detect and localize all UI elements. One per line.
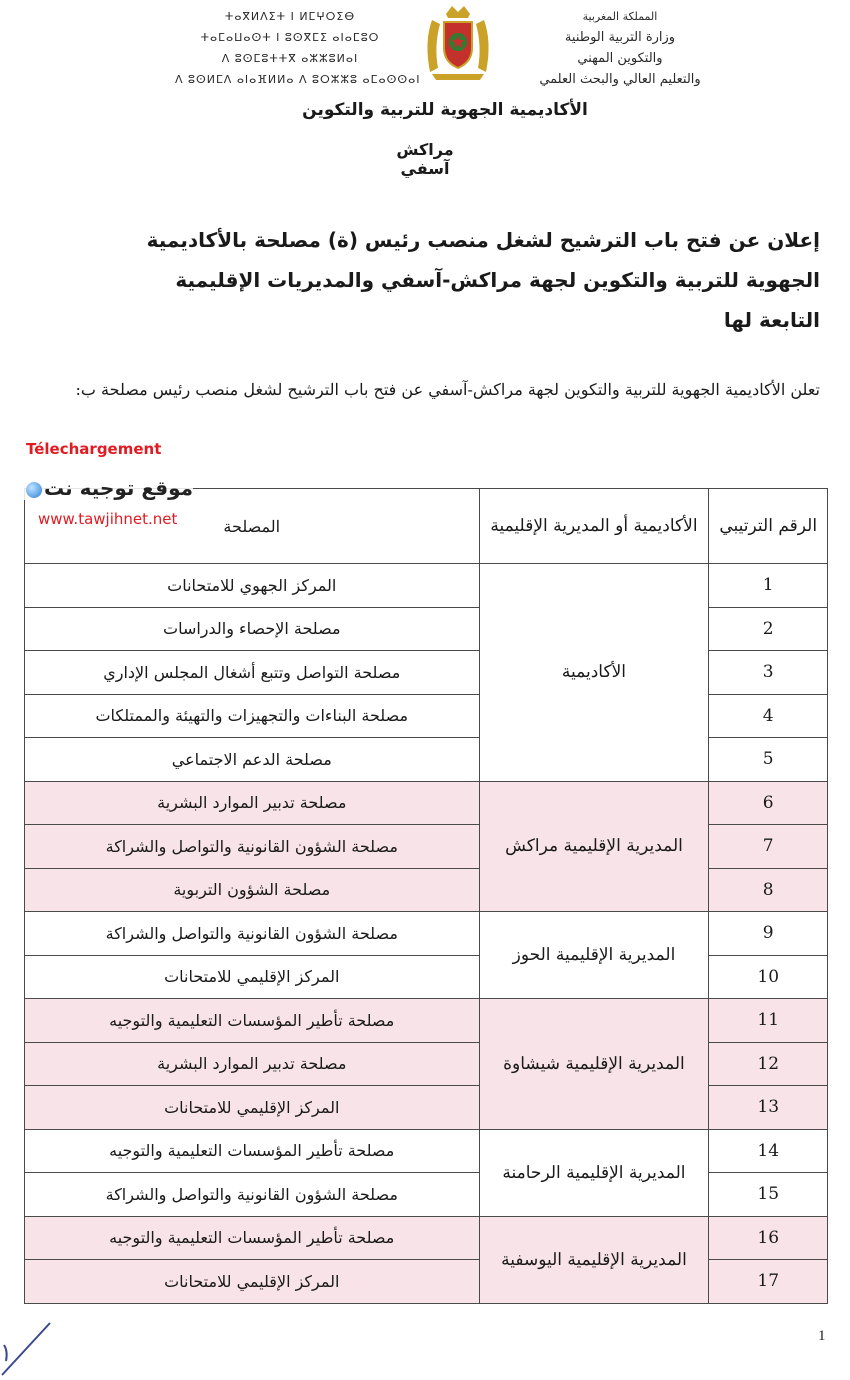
- row-service: مصلحة التواصل وتتبع أشغال المجلس الإداري: [25, 651, 480, 695]
- academy-name: الأكاديمية الجهوية للتربية والتكوين: [302, 100, 588, 120]
- row-directorate: المديرية الإقليمية شيشاوة: [479, 999, 709, 1130]
- letterhead-arabic-line: المملكة المغربية: [582, 10, 658, 23]
- watermark-site-name: [24, 476, 193, 500]
- row-service: مصلحة الشؤون التربوية: [25, 868, 480, 912]
- row-num: 11: [709, 999, 828, 1043]
- row-directorate: المديرية الإقليمية مراكش: [479, 781, 709, 912]
- row-num: 1: [709, 564, 828, 608]
- positions-table: [24, 488, 828, 1304]
- row-num: 4: [709, 694, 828, 738]
- letterhead-arabic-line: والتكوين المهني: [577, 51, 663, 66]
- row-service: مصلحة تدبير الموارد البشرية: [25, 1042, 480, 1086]
- table-row: [25, 1129, 828, 1173]
- page-number: 1: [818, 1328, 826, 1344]
- table-body: [25, 564, 828, 1304]
- row-service: المركز الإقليمي للامتحانات: [25, 1086, 480, 1130]
- watermark-url: www.tawjihnet.net: [38, 510, 178, 528]
- row-num: 7: [709, 825, 828, 869]
- letterhead-arabic: [520, 6, 720, 90]
- row-num: 13: [709, 1086, 828, 1130]
- coat-of-arms-icon: [418, 2, 498, 82]
- row-num: 9: [709, 912, 828, 956]
- row-num: 8: [709, 868, 828, 912]
- letterhead-tifinagh-line: ⴷ ⵓⵙⵎⵓⵜⵜⴳ ⴰⵣⵣⵓⵍⴰⵏ: [221, 52, 359, 65]
- row-num: 12: [709, 1042, 828, 1086]
- watermark-download-text: Télechargement: [26, 440, 162, 458]
- row-num: 16: [709, 1216, 828, 1260]
- row-num: 15: [709, 1173, 828, 1217]
- table-row: [25, 781, 828, 825]
- header-directorate: الأكاديمية أو المديرية الإقليمية: [479, 489, 709, 564]
- letterhead-arabic-line: والتعليم العالي والبحث العلمي: [539, 72, 701, 87]
- document-title: إعلان عن فتح باب الترشيح لشغل منصب رئيس (ة) مصلحة بالأكاديمية الجهوية للتربية والتكوين لجهة مراكش-آسفي والمديريات الإقليمية التابعة لها: [146, 228, 820, 332]
- table-row: [25, 912, 828, 956]
- row-num: 5: [709, 738, 828, 782]
- row-service: مصلحة تأطير المؤسسات التعليمية والتوجيه: [25, 999, 480, 1043]
- watermark-site-name-text: موقع توجيه نت: [44, 476, 194, 500]
- row-service: المركز الجهوي للامتحانات: [25, 564, 480, 608]
- row-service: المركز الإقليمي للامتحانات: [25, 955, 480, 999]
- row-directorate: الأكاديمية: [479, 564, 709, 782]
- letterhead-tifinagh-line: ⵜⴰⴳⵍⴷⵉⵜ ⵏ ⵍⵎⵖⵔⵉⴱ: [224, 10, 356, 23]
- header-service: المصلحة: [25, 489, 480, 564]
- row-service: مصلحة تدبير الموارد البشرية: [25, 781, 480, 825]
- row-service: مصلحة الشؤون القانونية والتواصل والشراكة: [25, 912, 480, 956]
- row-directorate: المديرية الإقليمية اليوسفية: [479, 1216, 709, 1303]
- row-directorate: المديرية الإقليمية الرحامنة: [479, 1129, 709, 1216]
- document-intro: تعلن الأكاديمية الجهوية للتربية والتكوين لجهة مراكش-آسفي عن فتح باب الترشيح لشغل منصب رئيس مصلحة ب:: [75, 380, 820, 399]
- table-row: [25, 564, 828, 608]
- row-num: 6: [709, 781, 828, 825]
- row-service: مصلحة تأطير المؤسسات التعليمية والتوجيه: [25, 1129, 480, 1173]
- globe-icon: [26, 482, 42, 498]
- letterhead-tifinagh: [175, 6, 421, 90]
- row-service: مصلحة الدعم الاجتماعي: [25, 738, 480, 782]
- row-directorate: المديرية الإقليمية الحوز: [479, 912, 709, 999]
- margin-mark-icon: [0, 1305, 60, 1380]
- row-service: مصلحة الشؤون القانونية والتواصل والشراكة: [25, 825, 480, 869]
- row-num: 14: [709, 1129, 828, 1173]
- table-row: [25, 1216, 828, 1260]
- header-num: الرقم الترتيبي: [709, 489, 828, 564]
- letterhead-tifinagh-line: ⵜⴰⵎⴰⵡⴰⵙⵜ ⵏ ⵓⵙⴳⵎⵉ ⴰⵏⴰⵎⵓⵔ: [200, 31, 380, 44]
- row-num: 2: [709, 607, 828, 651]
- row-service: مصلحة الإحصاء والدراسات: [25, 607, 480, 651]
- table-row: [25, 999, 828, 1043]
- row-service: مصلحة البناءات والتجهيزات والتهيئة والممتلكات: [25, 694, 480, 738]
- letterhead-tifinagh-line: ⴷ ⵓⵙⵍⵎⴷ ⴰⵏⴰⴼⵍⵍⴰ ⴷ ⵓⵔⵣⵣⵓ ⴰⵎⴰⵙⵙⴰⵏ: [175, 73, 421, 86]
- letterhead-arabic-line: وزارة التربية الوطنية: [564, 30, 676, 45]
- row-service: مصلحة تأطير المؤسسات التعليمية والتوجيه: [25, 1216, 480, 1260]
- row-service: المركز الإقليمي للامتحانات: [25, 1260, 480, 1304]
- row-num: 3: [709, 651, 828, 695]
- row-num: 17: [709, 1260, 828, 1304]
- academy-region: مراكش آسفي: [396, 140, 454, 178]
- row-num: 10: [709, 955, 828, 999]
- row-service: مصلحة الشؤون القانونية والتواصل والشراكة: [25, 1173, 480, 1217]
